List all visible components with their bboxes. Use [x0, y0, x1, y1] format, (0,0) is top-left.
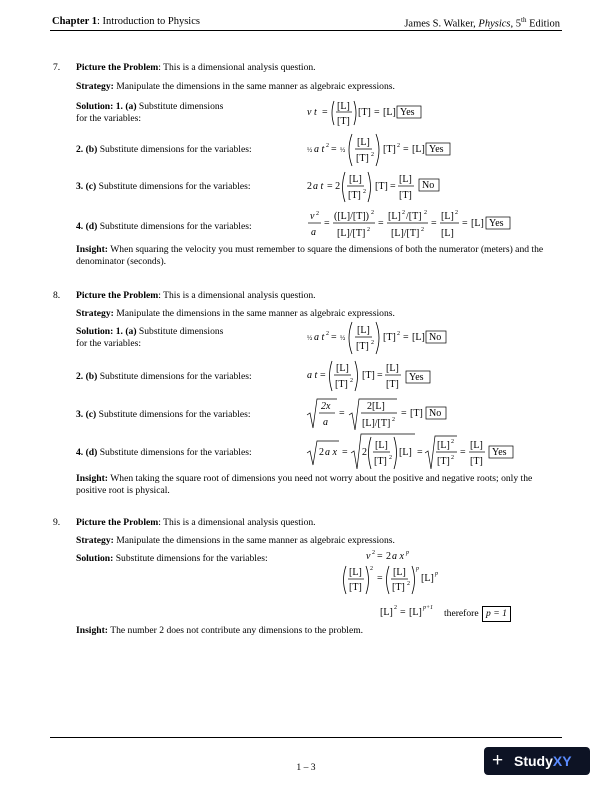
svg-text:[T]: [T] — [335, 379, 348, 390]
svg-text:[T]: [T] — [437, 456, 450, 467]
plus-icon: + — [492, 750, 504, 771]
problem-number: 8. — [53, 290, 61, 301]
svg-text:=: = — [377, 573, 383, 584]
equation-8c — [307, 397, 467, 438]
svg-text:[L]: [L] — [412, 144, 425, 155]
svg-text:2: 2 — [362, 447, 367, 458]
strategy-line: Strategy: Manipulate the dimensions in the same manner as algebraic expressions. — [76, 535, 395, 546]
svg-text:2: 2 — [407, 581, 410, 587]
svg-text:[L]: [L] — [470, 440, 483, 451]
svg-text:=: = — [324, 218, 330, 229]
svg-text:[L]: [L] — [388, 211, 401, 222]
svg-text:=: = — [403, 332, 409, 343]
therefore-label: therefore — [444, 608, 479, 619]
svg-text:Yes: Yes — [492, 447, 507, 458]
svg-text:a: a — [323, 417, 328, 428]
svg-text:2: 2 — [372, 550, 375, 556]
svg-text:p: p — [435, 571, 438, 577]
svg-text:[T]: [T] — [383, 144, 396, 155]
svg-text:=: = — [400, 607, 406, 618]
svg-text:2: 2 — [316, 211, 319, 217]
svg-text:[T]: [T] — [399, 190, 412, 201]
svg-text:2: 2 — [326, 331, 329, 337]
svg-text:=: = — [390, 181, 396, 192]
svg-text:p+1: p+1 — [423, 605, 434, 611]
solution-part-a: Solution: 1. (a) Substitute dimensions for the variables: — [76, 326, 224, 349]
svg-text:[L]/[T]: [L]/[T] — [362, 418, 391, 429]
svg-text:a x: a x — [392, 551, 404, 562]
equation-7b — [307, 132, 447, 173]
solution-line: Solution: Substitute dimensions for the variables: — [76, 553, 268, 564]
svg-text:[T]: [T] — [383, 332, 396, 343]
svg-text:[L]: [L] — [393, 567, 406, 578]
studyxy-logo: + StudyXY — [484, 747, 590, 775]
chapter-heading: Chapter 1: Introduction to Physics — [52, 16, 200, 27]
solution-part-b: 2. (b) Substitute dimensions for the variables: — [76, 144, 252, 155]
svg-text:[L]: [L] — [336, 363, 349, 374]
svg-text:Yes: Yes — [409, 372, 424, 383]
svg-text:2: 2 — [386, 551, 391, 562]
picture-the-problem: Picture the Problem: This is a dimensional analysis question. — [76, 290, 316, 301]
svg-text:=: = — [331, 144, 337, 155]
svg-text:2: 2 — [397, 331, 400, 337]
svg-text:=: = — [403, 144, 409, 155]
svg-text:=: = — [374, 107, 380, 118]
picture-the-problem: Picture the Problem: This is a dimensional analysis question. — [76, 62, 316, 73]
svg-text:[L]: [L] — [357, 137, 370, 148]
svg-text:=: = — [401, 408, 407, 419]
picture-the-problem: Picture the Problem: This is a dimensional analysis question. — [76, 517, 316, 528]
svg-text:[T]: [T] — [410, 408, 423, 419]
solution-part-d: 4. (d) Substitute dimensions for the variables: — [76, 221, 252, 232]
svg-text:2: 2 — [451, 455, 454, 461]
svg-text:[L]: [L] — [399, 447, 412, 458]
problem-number: 9. — [53, 517, 61, 528]
svg-text:[T]: [T] — [358, 107, 371, 118]
svg-text:2: 2 — [326, 143, 329, 149]
solution-part-d: 4. (d) Substitute dimensions for the variables: — [76, 447, 252, 458]
svg-text:[T]: [T] — [386, 379, 399, 390]
svg-text:=: = — [431, 218, 437, 229]
svg-text:a t: a t — [313, 181, 324, 192]
insight: Insight: When taking the square root of dimensions you need not worry about the positive and negative roots; only the positive root is physical. — [76, 473, 533, 496]
svg-text:No: No — [422, 180, 435, 191]
svg-text:½: ½ — [340, 334, 346, 342]
running-header — [50, 16, 562, 31]
svg-text:[T]: [T] — [356, 153, 369, 164]
equation-8a — [307, 320, 447, 361]
svg-text:[L]: [L] — [375, 440, 388, 451]
svg-text:p: p — [416, 566, 419, 572]
svg-text:[L]: [L] — [337, 101, 350, 112]
svg-text:2: 2 — [363, 189, 366, 195]
svg-text:[T]: [T] — [392, 582, 405, 593]
svg-text:[L]: [L] — [409, 607, 422, 618]
insight: Insight: When squaring the velocity you must remember to square the dimensions of both the numerator (meters) and the denominator (seconds). — [76, 244, 544, 267]
svg-text:a t: a t — [307, 370, 318, 381]
svg-text:2: 2 — [371, 152, 374, 158]
svg-text:2: 2 — [367, 227, 370, 233]
svg-text:[T]: [T] — [375, 181, 388, 192]
equation-8d — [307, 433, 507, 476]
svg-text:=: = — [417, 447, 423, 458]
svg-text:v: v — [366, 551, 371, 562]
svg-text:[T]: [T] — [348, 190, 361, 201]
svg-text:=: = — [462, 218, 468, 229]
svg-text:No: No — [429, 408, 442, 419]
insight: Insight: The number 2 does not contribute any dimensions to the problem. — [76, 625, 364, 636]
solution-part-a: Solution: 1. (a) Substitute dimensions for the variables: — [76, 101, 224, 124]
svg-text:[L]: [L] — [383, 107, 396, 118]
svg-text:a t: a t — [314, 332, 325, 343]
svg-text:2: 2 — [350, 378, 353, 384]
svg-text:=: = — [320, 370, 326, 381]
svg-text:[L]: [L] — [357, 325, 370, 336]
svg-text:2: 2 — [451, 439, 454, 445]
solution-part-c: 3. (c) Substitute dimensions for the variables: — [76, 409, 251, 420]
svg-text:[T]: [T] — [356, 341, 369, 352]
svg-text:p: p — [406, 550, 409, 556]
equation-7d — [307, 207, 537, 248]
svg-text:Yes: Yes — [489, 218, 504, 229]
svg-text:2: 2 — [392, 417, 395, 423]
svg-text:=: = — [378, 218, 384, 229]
equation-8b — [307, 359, 447, 400]
svg-text:=: = — [460, 447, 466, 458]
svg-text:v: v — [310, 211, 315, 222]
svg-text:2: 2 — [421, 227, 424, 233]
svg-text:[L]/[T]: [L]/[T] — [337, 228, 366, 239]
svg-text:[T]: [T] — [374, 456, 387, 467]
equation-7c — [307, 170, 457, 211]
svg-text:2: 2 — [389, 455, 392, 461]
svg-text:Yes: Yes — [429, 144, 444, 155]
svg-text:[L]: [L] — [421, 573, 434, 584]
problem-number: 7. — [53, 62, 61, 73]
solution-part-b: 2. (b) Substitute dimensions for the variables: — [76, 371, 252, 382]
strategy-line: Strategy: Manipulate the dimensions in the same manner as algebraic expressions. — [76, 81, 395, 92]
svg-text:2: 2 — [370, 566, 373, 572]
svg-text:a t: a t — [314, 144, 325, 155]
svg-text:½: ½ — [340, 146, 346, 154]
svg-text:2: 2 — [319, 447, 324, 458]
svg-text:2: 2 — [455, 210, 458, 216]
svg-text:2: 2 — [394, 605, 397, 611]
page-number: 1 – 3 — [296, 762, 316, 773]
svg-text:½: ½ — [307, 146, 313, 154]
svg-text:2: 2 — [307, 181, 312, 192]
svg-text:a x: a x — [325, 447, 337, 458]
svg-text:2: 2 — [371, 210, 374, 216]
svg-text:=: = — [377, 370, 383, 381]
svg-text:[L]: [L] — [349, 567, 362, 578]
svg-text:[L]/[T]: [L]/[T] — [391, 228, 420, 239]
svg-text:2x: 2x — [321, 401, 331, 412]
svg-text:[T]: [T] — [349, 582, 362, 593]
svg-text:2[L]: 2[L] — [367, 401, 385, 412]
svg-text:[L]: [L] — [399, 174, 412, 185]
svg-text:=: = — [322, 107, 328, 118]
svg-text:[L]: [L] — [349, 174, 362, 185]
svg-text:[L]: [L] — [412, 332, 425, 343]
svg-text:Yes: Yes — [400, 107, 415, 118]
svg-text:([L]/[T]): ([L]/[T]) — [334, 211, 369, 222]
strategy-line: Strategy: Manipulate the dimensions in the same manner as algebraic expressions. — [76, 308, 395, 319]
svg-text:=: = — [331, 332, 337, 343]
svg-text:½: ½ — [307, 334, 313, 342]
svg-text:No: No — [429, 332, 442, 343]
svg-text:[L]: [L] — [441, 211, 454, 222]
svg-text:[L]: [L] — [437, 440, 450, 451]
book-citation: James S. Walker, Physics, 5th Edition — [404, 16, 560, 30]
svg-text:[L]: [L] — [441, 228, 454, 239]
result-box: p = 1 — [482, 606, 511, 622]
svg-text:2: 2 — [402, 210, 405, 216]
svg-text:a: a — [311, 227, 316, 238]
svg-text:[L]: [L] — [380, 607, 393, 618]
svg-text:=: = — [377, 551, 383, 562]
svg-text:[T]: [T] — [470, 456, 483, 467]
footer-rule — [50, 737, 562, 738]
svg-text:=: = — [342, 447, 348, 458]
svg-text:2: 2 — [371, 340, 374, 346]
equation-7a — [307, 97, 437, 136]
svg-text:[T]: [T] — [337, 116, 350, 127]
svg-text:/[T]: /[T] — [406, 211, 422, 222]
solution-part-c: 3. (c) Substitute dimensions for the variables: — [76, 181, 251, 192]
svg-text:= 2: = 2 — [327, 181, 341, 192]
svg-text:2: 2 — [397, 143, 400, 149]
svg-text:2: 2 — [424, 210, 427, 216]
svg-text:[T]: [T] — [362, 370, 375, 381]
svg-text:[L]: [L] — [386, 363, 399, 374]
svg-text:v t: v t — [307, 107, 317, 118]
svg-text:=: = — [339, 408, 345, 419]
svg-text:[L]: [L] — [471, 218, 484, 229]
